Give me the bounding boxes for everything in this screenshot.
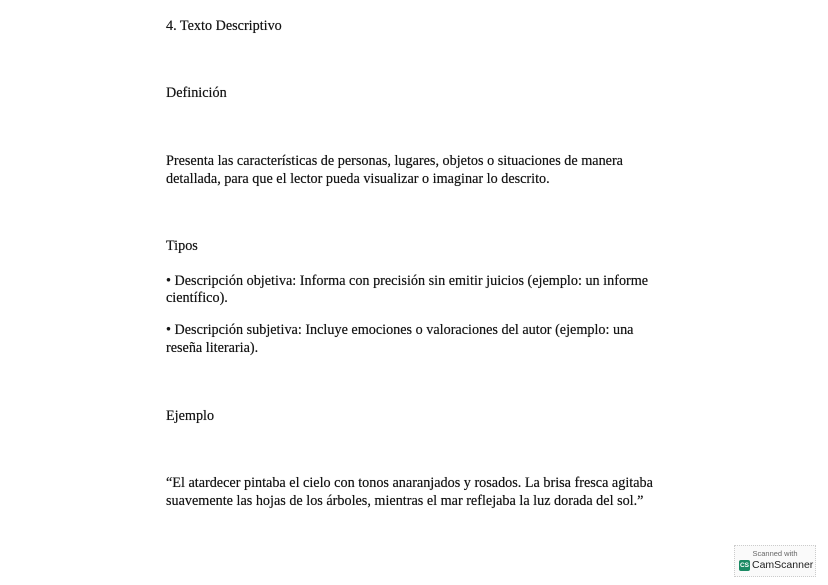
type-item-subjective: reseña literaria). <box>166 340 259 356</box>
type-item-subjective: • Descripción subjetiva: Incluye emociones o valoraciones del autor (ejemplo: una <box>166 322 634 338</box>
camscanner-brand: CamScanner <box>752 559 814 571</box>
types-heading: Tipos <box>166 238 198 254</box>
definition-heading: Definición <box>166 85 227 101</box>
example-heading: Ejemplo <box>166 408 215 424</box>
example-quote: suavemente las hojas de los árboles, mientras el mar reflejaba la luz dorada del sol.” <box>166 493 644 509</box>
definition-line: detallada, para que el lector pueda visualizar o imaginar lo descrito. <box>166 171 550 187</box>
document-title: 4. Texto Descriptivo <box>166 18 282 34</box>
example-quote: “El atardecer pintaba el cielo con tonos anaranjados y rosados. La brisa fresca agitaba <box>166 475 653 491</box>
type-item-objective: científico). <box>166 290 228 306</box>
camscanner-logo-icon: CS <box>739 561 750 569</box>
type-item-objective: • Descripción objetiva: Informa con precisión sin emitir juicios (ejemplo: un informe <box>166 273 649 289</box>
camscanner-watermark <box>734 545 816 577</box>
scanned-with-text: Scanned with <box>752 549 798 558</box>
definition-line: Presenta las características de personas, lugares, objetos o situaciones de manera <box>166 153 623 169</box>
